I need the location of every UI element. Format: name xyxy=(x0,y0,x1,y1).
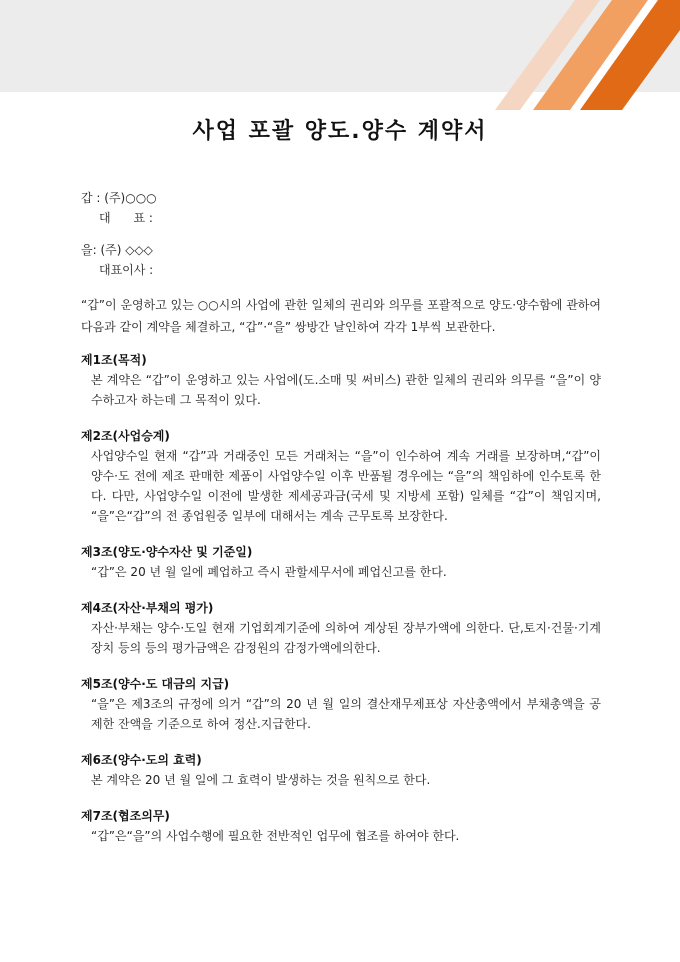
article-body: 사업양수일 현재 “갑”과 거래중인 모든 거래처는 “을”이 인수하여 계속 거래를 보장하며,“갑”이 양수·도 전에 제조 판매한 제품이 사업양수일 이후 반품될 경우에는 “을”의 책임하에 인수토록 한다. 다만, 사업양수일 이전에 발생한 제세공과금(국세 및 지방세 포함) 일체를 “갑”이 책임지며, “을”은“갑”의 전 종업원중 일부에 대해서는 계속 근무토록 보장한다. xyxy=(91,449,601,523)
article-heading: 제5조(양수·도 대금의 지급) xyxy=(81,677,230,691)
article-heading: 제3조(양도·양수자산 및 기준일) xyxy=(81,545,253,559)
article-2 xyxy=(81,428,601,526)
article-heading: 제4조(자산·부채의 평가) xyxy=(81,601,214,615)
article-6 xyxy=(81,752,601,790)
intro-paragraph: “갑”이 운영하고 있는 ○○시의 사업에 관한 일체의 권리와 의무를 포괄적으로 양도·양수함에 관하여 다음과 같이 계약을 체결하고, “갑”·“을” 쌍방간 날인하여 각각 1부씩 보관한다. xyxy=(81,298,601,334)
article-heading: 제1조(목적) xyxy=(81,353,147,367)
parties-block xyxy=(81,188,157,280)
article-body: “갑”은 20 년 월 일에 폐업하고 즉시 관할세무서에 폐업신고를 한다. xyxy=(91,565,447,579)
document-title: 사업 포괄 양도.양수 계약서 xyxy=(192,119,488,144)
decorative-stripes xyxy=(0,0,680,110)
article-heading: 제2조(사업승계) xyxy=(81,429,170,443)
article-7 xyxy=(81,808,601,846)
article-body: “을”은 제3조의 규정에 의거 “갑”의 20 년 월 일의 결산재무제표상 자산총액에서 부채총액을 공제한 잔액을 기준으로 하여 정산.지급한다. xyxy=(91,697,601,731)
party-gap: 갑 : (주)○○○ xyxy=(81,191,157,205)
party-eul: 을: (주) ◇◇◇ xyxy=(81,243,153,257)
articles-list xyxy=(81,352,601,864)
article-4 xyxy=(81,600,601,658)
article-heading: 제6조(양수·도의 효력) xyxy=(81,753,202,767)
article-body: “갑”은“을”의 사업수행에 필요한 전반적인 업무에 협조를 하여야 한다. xyxy=(91,829,460,843)
article-body: 자산·부채는 양수·도일 현재 기업회계기준에 의하여 계상된 장부가액에 의한다. 단,토지·건물·기계장치 등의 등의 평가금액은 감정원의 감정가액에의한다. xyxy=(91,621,601,655)
article-heading: 제7조(협조의무) xyxy=(81,809,170,823)
party-gap-representative: 대 표 : xyxy=(99,211,153,225)
party-eul-representative: 대표이사 : xyxy=(99,263,154,277)
article-1 xyxy=(81,352,601,410)
article-body: 본 계약은 “갑”이 운영하고 있는 사업에(도.소매 및 써비스) 관한 일체의 권리와 의무를 “을”이 양수하고자 하는데 그 목적이 있다. xyxy=(91,373,601,407)
article-body: 본 계약은 20 년 월 일에 그 효력이 발생하는 것을 원칙으로 한다. xyxy=(91,773,431,787)
article-3 xyxy=(81,544,601,582)
article-5 xyxy=(81,676,601,734)
